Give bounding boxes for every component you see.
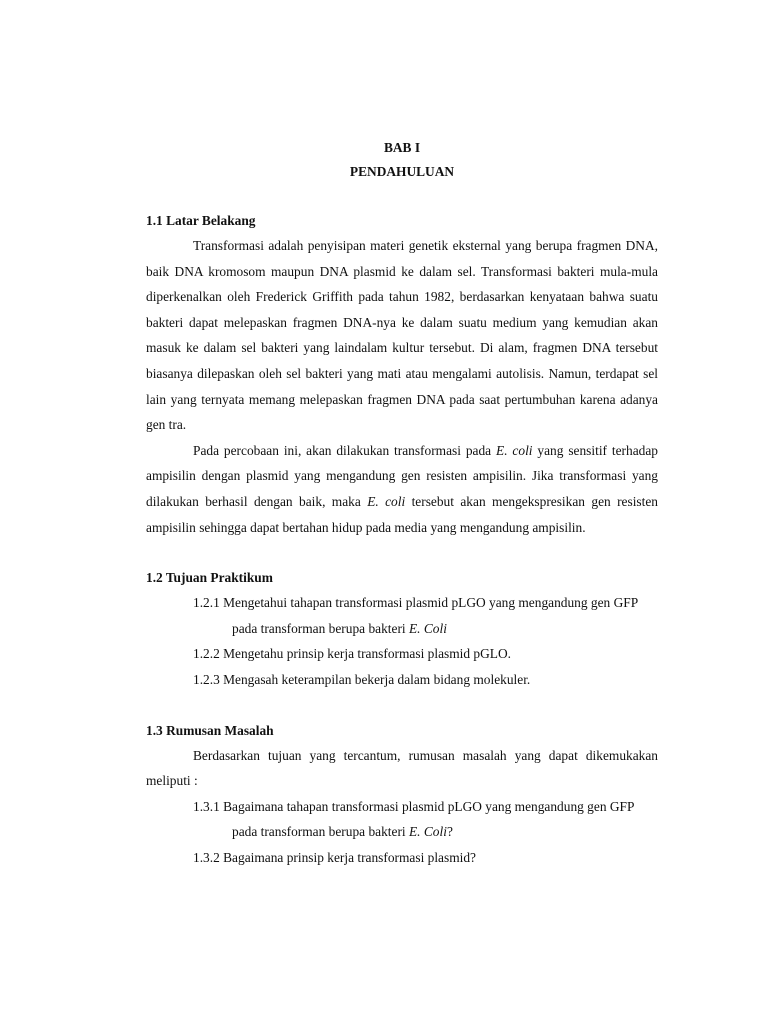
list-item: 1.3.2 Bagaimana prinsip kerja transformasi plasmid? [193, 849, 476, 865]
section-heading-latar-belakang: 1.1 Latar Belakang [146, 213, 256, 228]
list-item: 1.2.2 Mengetahu prinsip kerja transformasi plasmid pGLO. [193, 646, 511, 662]
list-item: 1.2.1 Mengetahui tahapan transformasi plasmid pLGO yang mengandung gen GFP pada transforman berupa bakteri E. Coli [193, 595, 638, 636]
rumusan-list [146, 794, 658, 871]
section-heading-tujuan-praktikum: 1.2 Tujuan Praktikum [146, 570, 273, 586]
section-heading-rumusan-masalah: 1.3 Rumusan Masalah [146, 722, 274, 738]
chapter-number: BAB I [383, 140, 421, 155]
tujuan-list [146, 590, 658, 692]
chapter-title: PENDAHULUAN [349, 164, 455, 179]
paragraph-rumusan-intro: Berdasarkan tujuan yang tercantum, rumusan masalah yang dapat dikemukakan meliputi : [146, 747, 658, 789]
paragraph-percobaan: Pada percobaan ini, akan dilakukan transformasi pada E. coli yang sensitif terhadap ampisilin dengan plasmid yang mengandung gen resisten ampisilin. Jika transformasi yang dilakukan berhasil dengan baik, maka E. coli tersebut akan mengekspresikan gen resisten ampisilin sehingga dapat bertahan hidup pada media yang mengandung ampisilin. [146, 442, 659, 535]
document-page [146, 136, 658, 870]
paragraph-transformasi-definition: Transformasi adalah penyisipan materi genetik eksternal yang berupa fragmen DNA, baik DNA kromosom maupun DNA plasmid ke dalam sel. Transformasi bakteri mula-mula diperkenalkan oleh Frederick Griffith pada tahun 1982, berdasarkan kenyataan bahwa suatu bakteri dapat melepaskan fragmen DNA-nya ke dalam suatu medium yang kemudian akan masuk ke dalam sel bakteri yang laindalam kultur tersebut. Di alam, fragmen DNA tersebut biasanya dilepaskan oleh sel bakteri yang mati atau mengalami autolisis. Namun, terdapat sel lain yang ternyata memang melepaskan fragmen DNA pada saat pertumbuhan karena adanya gen tra. [146, 238, 658, 433]
list-item: 1.2.3 Mengasah keterampilan bekerja dalam bidang molekuler. [193, 671, 531, 687]
list-item: 1.3.1 Bagaimana tahapan transformasi plasmid pLGO yang mengandung gen GFP pada transforman berupa bakteri E. Coli? [193, 798, 634, 840]
